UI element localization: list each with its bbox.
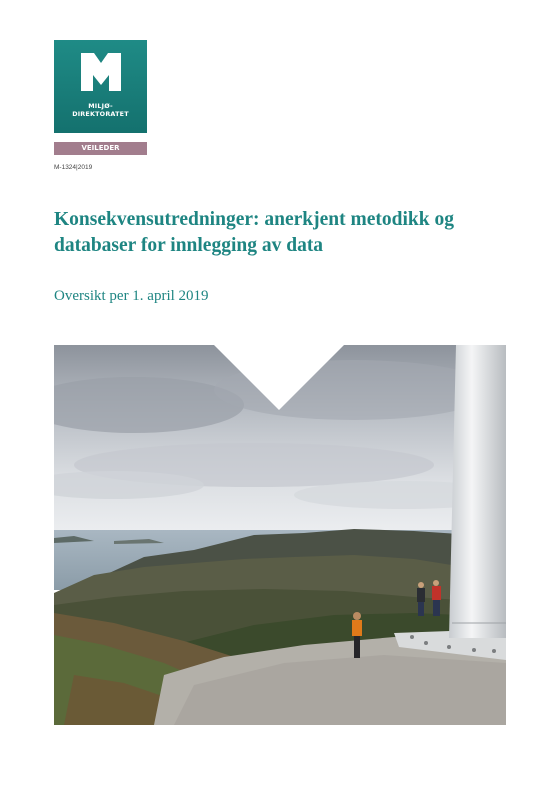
document-subtitle: Oversikt per 1. april 2019: [54, 288, 209, 304]
logo-line-1: MILJØ-: [88, 102, 113, 110]
document-title: Konsekvensutredninger: anerkjent metodikk og databaser for innlegging av data: [54, 209, 454, 256]
document-type-badge: VEILEDER: [54, 142, 147, 155]
cover-photo: [54, 345, 506, 725]
logo-line-2: DIREKTORATET: [72, 110, 129, 118]
wind-turbine-landscape-photo: [54, 345, 506, 725]
miljodirektoratet-logo: [54, 40, 147, 133]
document-reference: M-1324|2019: [54, 164, 93, 171]
mountain-m-logo-icon: [81, 53, 121, 91]
